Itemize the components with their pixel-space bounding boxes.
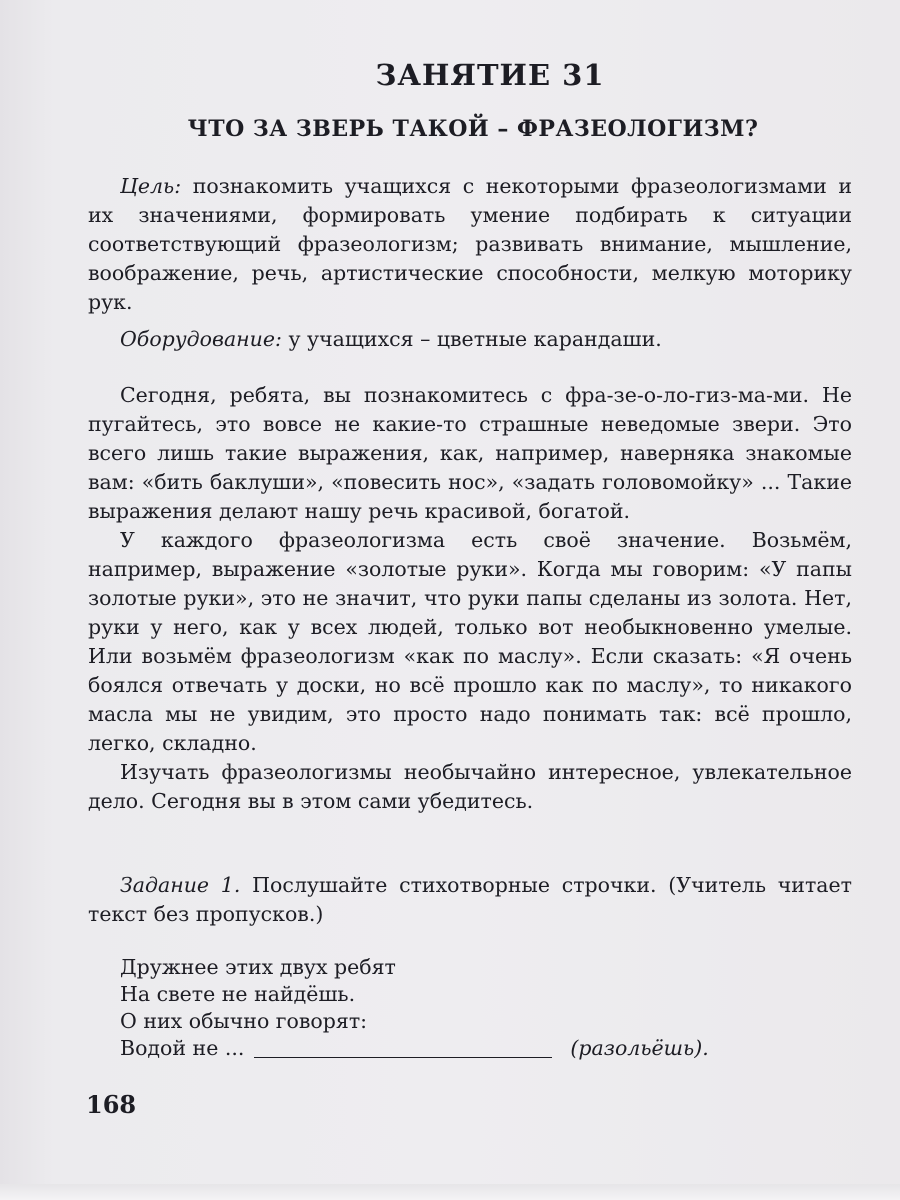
task-paragraph — [88, 871, 852, 929]
page-number: 168 — [86, 1090, 137, 1119]
equipment-label: Оборудование: — [120, 327, 282, 351]
goal-paragraph — [88, 172, 852, 317]
intro-paragraph: Сегодня, ребята, вы познакомитесь с фра-зе-о-ло-гиз-ма-ми. Не пугайтесь, это вовсе не какие-то страшные неведомые звери. Это всего лишь такие выражения, как, например, наверняка знакомые вам: «бить баклуши», «повесить нос», «задать головомойку» ... Такие выражения делают нашу речь красивой, богатой. — [88, 383, 852, 523]
poem-line-with-blank — [120, 1035, 820, 1062]
poem — [120, 954, 820, 1062]
task-label: Задание 1. — [120, 873, 241, 897]
lesson-title: ЗАНЯТИЕ 31 — [375, 58, 605, 92]
poem-answer: (разольёшь). — [570, 1036, 709, 1060]
answer-blank — [254, 1057, 552, 1058]
task-text: Послушайте стихотворные строчки. (Учитель читает текст без пропусков.) — [88, 873, 853, 926]
intro-paragraph: Изучать фразеологизмы необычайно интересное, увлекательное дело. Сегодня вы в этом сами убедитесь. — [88, 760, 852, 813]
poem-line: О них обычно говорят: — [120, 1009, 368, 1033]
intro-paragraph: У каждого фразеологизма есть своё значение. Возьмём, например, выражение «золотые руки». Когда мы говорим: «У папы золотые руки», это не значит, что руки папы сделаны из золота. Нет, руки у него, как у всех людей, только вот необыкновенно умелые. Или возьмём фразеологизм «как по маслу». Если сказать: «Я очень боялся отвечать у доски, но всё прошло как по маслу», то никакого масла мы не увидим, это просто надо понимать так: всё прошло, легко, складно. — [88, 528, 852, 755]
equipment-paragraph — [88, 325, 852, 354]
page-edge — [0, 1184, 900, 1200]
equipment-text: у учащихся – цветные карандаши. — [281, 327, 662, 351]
poem-line-start: Водой не ... — [120, 1036, 245, 1060]
goal-label: Цель: — [120, 174, 182, 198]
lesson-subtitle: ЧТО ЗА ЗВЕРЬ ТАКОЙ – ФРАЗЕОЛОГИЗМ? — [187, 116, 759, 142]
intro-text — [88, 381, 852, 816]
poem-line: Дружнее этих двух ребят — [120, 955, 396, 979]
goal-text: познакомить учащихся с некоторыми фразеологизмами и их значениями, формировать умение подбирать к ситуации соответствующий фразеологизм; развивать внимание, мышление, воображение, речь, артистические способности, мелкую моторику рук. — [88, 174, 852, 314]
poem-line: На свете не найдёшь. — [120, 982, 356, 1006]
